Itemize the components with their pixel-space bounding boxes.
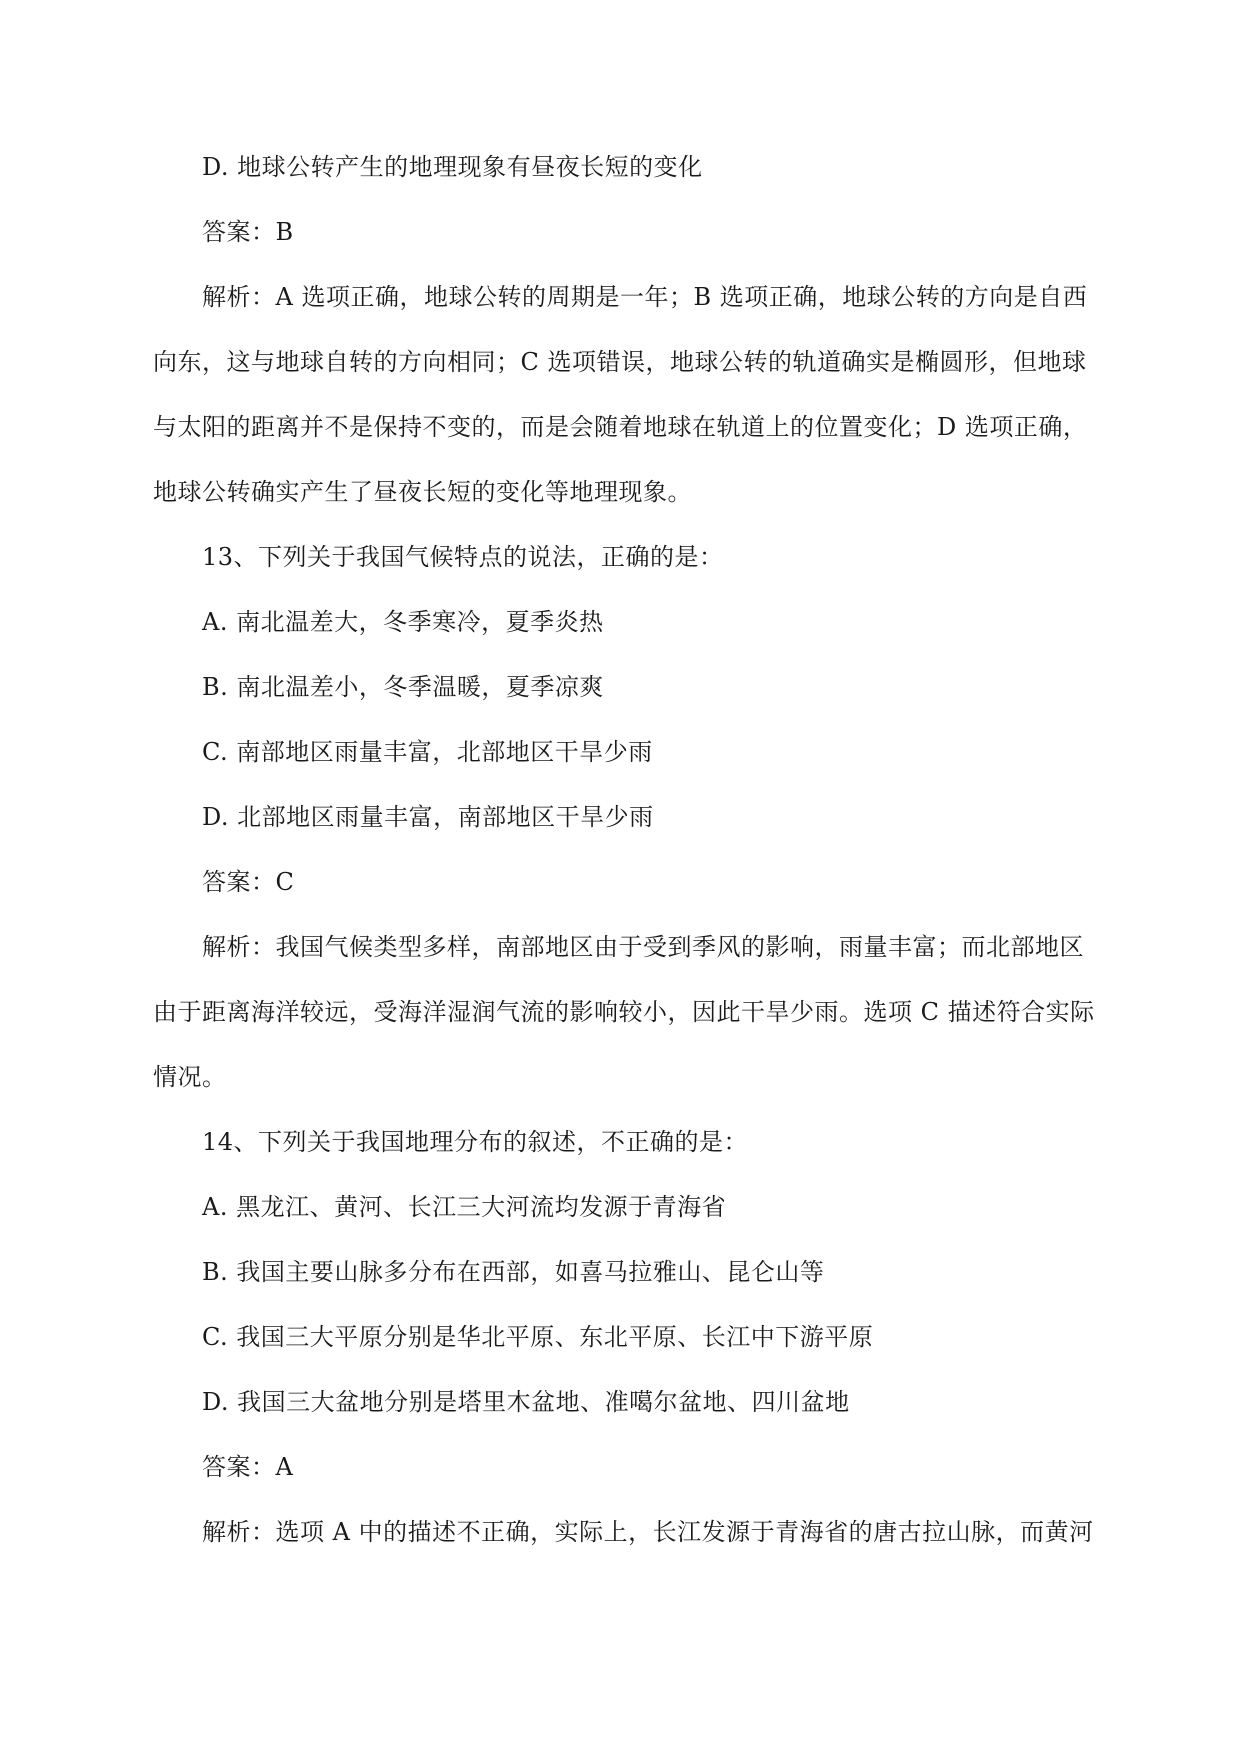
q13-option-b: B. 南北温差小，冬季温暖，夏季凉爽	[202, 673, 604, 701]
q12-analysis-line-3: 与太阳的距离并不是保持不变的，而是会随着地球在轨道上的位置变化；D 选项正确，	[153, 413, 1088, 441]
q13-option-c: C. 南部地区雨量丰富，北部地区干旱少雨	[202, 738, 653, 766]
q14-option-b: B. 我国主要山脉多分布在西部，如喜马拉雅山、昆仑山等	[202, 1258, 825, 1286]
q12-analysis-line-4: 地球公转确实产生了昼夜长短的变化等地理现象。	[153, 478, 692, 506]
q13-answer: 答案：C	[202, 868, 295, 896]
q12-option-d: D. 地球公转产生的地理现象有昼夜长短的变化	[202, 153, 703, 181]
q14-option-d: D. 我国三大盆地分别是塔里木盆地、准噶尔盆地、四川盆地	[202, 1388, 850, 1416]
q14-option-c: C. 我国三大平原分别是华北平原、东北平原、长江中下游平原	[202, 1323, 874, 1351]
q12-analysis-line-2: 向东，这与地球自转的方向相同；C 选项错误，地球公转的轨道确实是椭圆形，但地球	[153, 348, 1087, 376]
q12-answer: 答案：B	[202, 218, 294, 246]
q14-analysis-line-1: 解析：选项 A 中的描述不正确，实际上，长江发源于青海省的唐古拉山脉，而黄河	[202, 1518, 1094, 1546]
q14-option-a: A. 黑龙江、黄河、长江三大河流均发源于青海省	[202, 1193, 727, 1221]
q14-answer: 答案：A	[202, 1453, 294, 1481]
q13-analysis-line-2: 由于距离海洋较远，受海洋湿润气流的影响较小，因此干旱少雨。选项 C 描述符合实际	[153, 998, 1095, 1026]
q13-question: 13、下列关于我国气候特点的说法，正确的是：	[202, 543, 724, 571]
q13-option-d: D. 北部地区雨量丰富，南部地区干旱少雨	[202, 803, 654, 831]
q13-option-a: A. 南北温差大，冬季寒冷，夏季炎热	[202, 608, 604, 636]
q13-analysis-line-3: 情况。	[153, 1063, 227, 1091]
q12-analysis-line-1: 解析：A 选项正确，地球公转的周期是一年；B 选项正确，地球公转的方向是自西	[202, 283, 1088, 311]
q13-analysis-line-1: 解析：我国气候类型多样，南部地区由于受到季风的影响，雨量丰富；而北部地区	[202, 933, 1084, 961]
q14-question: 14、下列关于我国地理分布的叙述，不正确的是：	[202, 1128, 749, 1156]
